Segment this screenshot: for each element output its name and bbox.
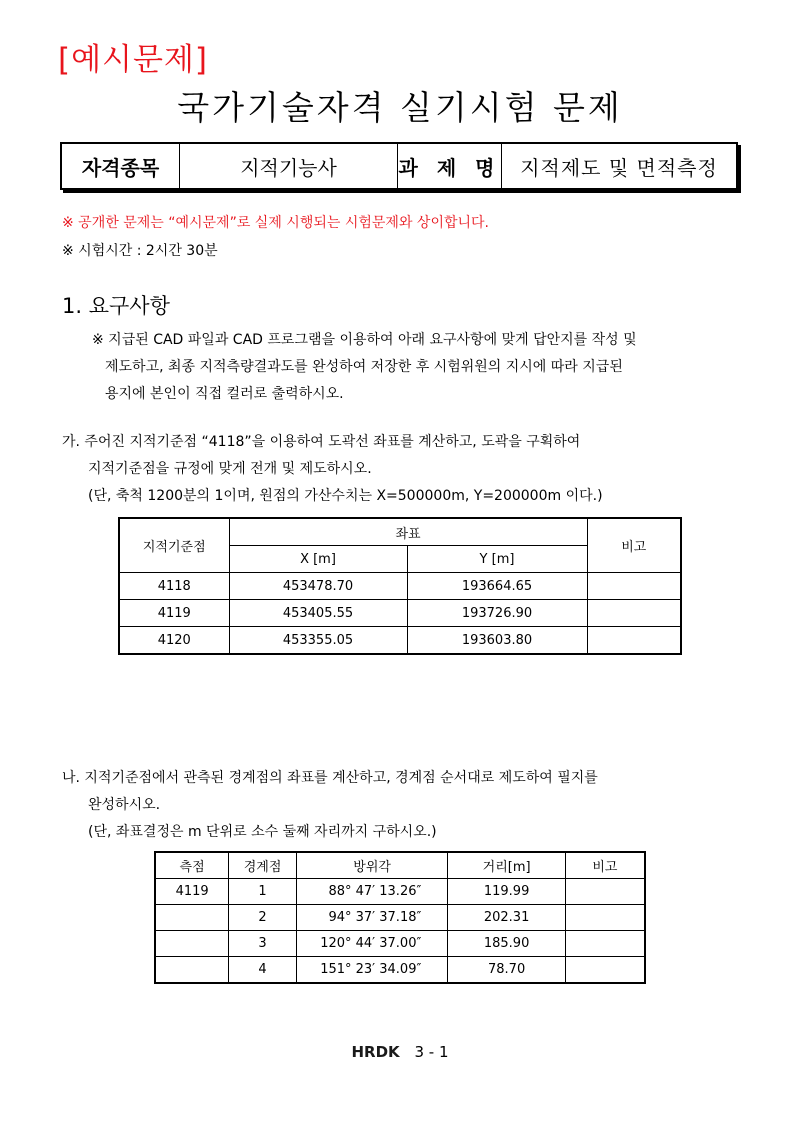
cell-note <box>587 573 681 600</box>
cell-station <box>155 957 229 984</box>
header-boundary: 경계점 <box>229 852 297 879</box>
cell-y: 193664.65 <box>407 573 587 600</box>
cell-distance: 185.90 <box>448 931 566 957</box>
part-na-instructions <box>62 765 752 846</box>
header-x: X [m] <box>229 546 407 573</box>
note-line: 제도하고, 최종 지적측량결과도를 완성하여 저장한 후 시험위원의 지시에 따라 지급된 <box>105 359 623 375</box>
part-ga-instructions <box>62 429 752 510</box>
header-note: 비고 <box>587 518 681 573</box>
table-row <box>119 573 681 600</box>
cell-note <box>587 627 681 655</box>
note-line: 용지에 본인이 직접 컬러로 출력하시오. <box>105 386 344 402</box>
part-ga-line: 가. 주어진 지적기준점 “4118”을 이용하여 도곽선 좌표를 계산하고, 도곽을 구획하여 <box>62 434 581 450</box>
part-ga-line: (단, 축척 1200분의 1이며, 원점의 가산수치는 X=500000m, Y=200000m 이다.) <box>88 488 603 504</box>
cell-boundary: 3 <box>229 931 297 957</box>
cell-x: 453405.55 <box>229 600 407 627</box>
header-azimuth: 방위각 <box>296 852 447 879</box>
header-control-point: 지적기준점 <box>119 518 229 573</box>
cell-note <box>565 931 645 957</box>
control-point-table <box>118 517 682 655</box>
cell-boundary: 4 <box>229 957 297 984</box>
cell-x: 453478.70 <box>229 573 407 600</box>
cell-x: 453355.05 <box>229 627 407 655</box>
page-footer <box>0 1043 800 1061</box>
cell-distance: 202.31 <box>448 905 566 931</box>
table-row <box>119 627 681 655</box>
table-row <box>155 879 645 905</box>
part-na-line: (단, 좌표결정은 m 단위로 소수 둘째 자리까지 구하시오.) <box>88 824 437 840</box>
table-row <box>155 957 645 984</box>
header-y: Y [m] <box>407 546 587 573</box>
cell-distance: 119.99 <box>448 879 566 905</box>
header-note: 비고 <box>565 852 645 879</box>
cell-station: 4119 <box>155 879 229 905</box>
notice-example-disclaimer: ※ 공개한 문제는 “예시문제”로 실제 시행되는 시험문제와 상이합니다. <box>62 215 489 231</box>
notice-exam-time: ※ 시험시간 : 2시간 30분 <box>62 243 218 259</box>
cell-station <box>155 931 229 957</box>
cell-azimuth: 120° 44′ 37.00″ <box>296 931 447 957</box>
task-value: 지적제도 및 면적측정 <box>520 155 718 180</box>
qualification-value: 지적기능사 <box>180 144 398 188</box>
cell-boundary: 2 <box>229 905 297 931</box>
table-row <box>119 600 681 627</box>
part-na-line: 나. 지적기준점에서 관측된 경계점의 좌표를 계산하고, 경계점 순서대로 제도하여 필지를 <box>62 770 598 786</box>
cell-azimuth: 88° 47′ 13.26″ <box>296 879 447 905</box>
cell-point: 4119 <box>119 600 229 627</box>
cell-note <box>565 957 645 984</box>
cell-y: 193726.90 <box>407 600 587 627</box>
requirements-note <box>92 327 742 408</box>
part-ga-line: 지적기준점을 규정에 맞게 전개 및 제도하시오. <box>88 461 372 477</box>
header-distance: 거리[m] <box>448 852 566 879</box>
section-heading-requirements: 1. 요구사항 <box>62 294 170 318</box>
qualification-label: 자격종목 <box>62 144 180 188</box>
hrdk-logo: HRDK <box>351 1043 400 1061</box>
cell-azimuth: 151° 23′ 34.09″ <box>296 957 447 984</box>
cell-note <box>587 600 681 627</box>
example-tag: [예시문제] <box>58 42 208 78</box>
cell-distance: 78.70 <box>448 957 566 984</box>
cell-note <box>565 905 645 931</box>
part-na-line: 완성하시오. <box>88 797 161 813</box>
cell-point: 4120 <box>119 627 229 655</box>
task-label: 과 제 명 <box>398 144 502 188</box>
header-station: 측점 <box>155 852 229 879</box>
cell-station <box>155 905 229 931</box>
exam-info-box <box>60 142 738 190</box>
page-number: 3 - 1 <box>414 1043 449 1061</box>
cell-note <box>565 879 645 905</box>
cell-point: 4118 <box>119 573 229 600</box>
cell-y: 193603.80 <box>407 627 587 655</box>
cell-boundary: 1 <box>229 879 297 905</box>
note-line: ※ 지급된 CAD 파일과 CAD 프로그램을 이용하여 아래 요구사항에 맞게 답안지를 작성 및 <box>92 332 637 348</box>
table-row <box>155 905 645 931</box>
exam-title: 국가기술자격 실기시험 문제 <box>177 88 623 127</box>
boundary-point-table <box>154 851 646 984</box>
cell-azimuth: 94° 37′ 37.18″ <box>296 905 447 931</box>
header-coordinate: 좌표 <box>229 518 587 546</box>
table-row <box>155 931 645 957</box>
